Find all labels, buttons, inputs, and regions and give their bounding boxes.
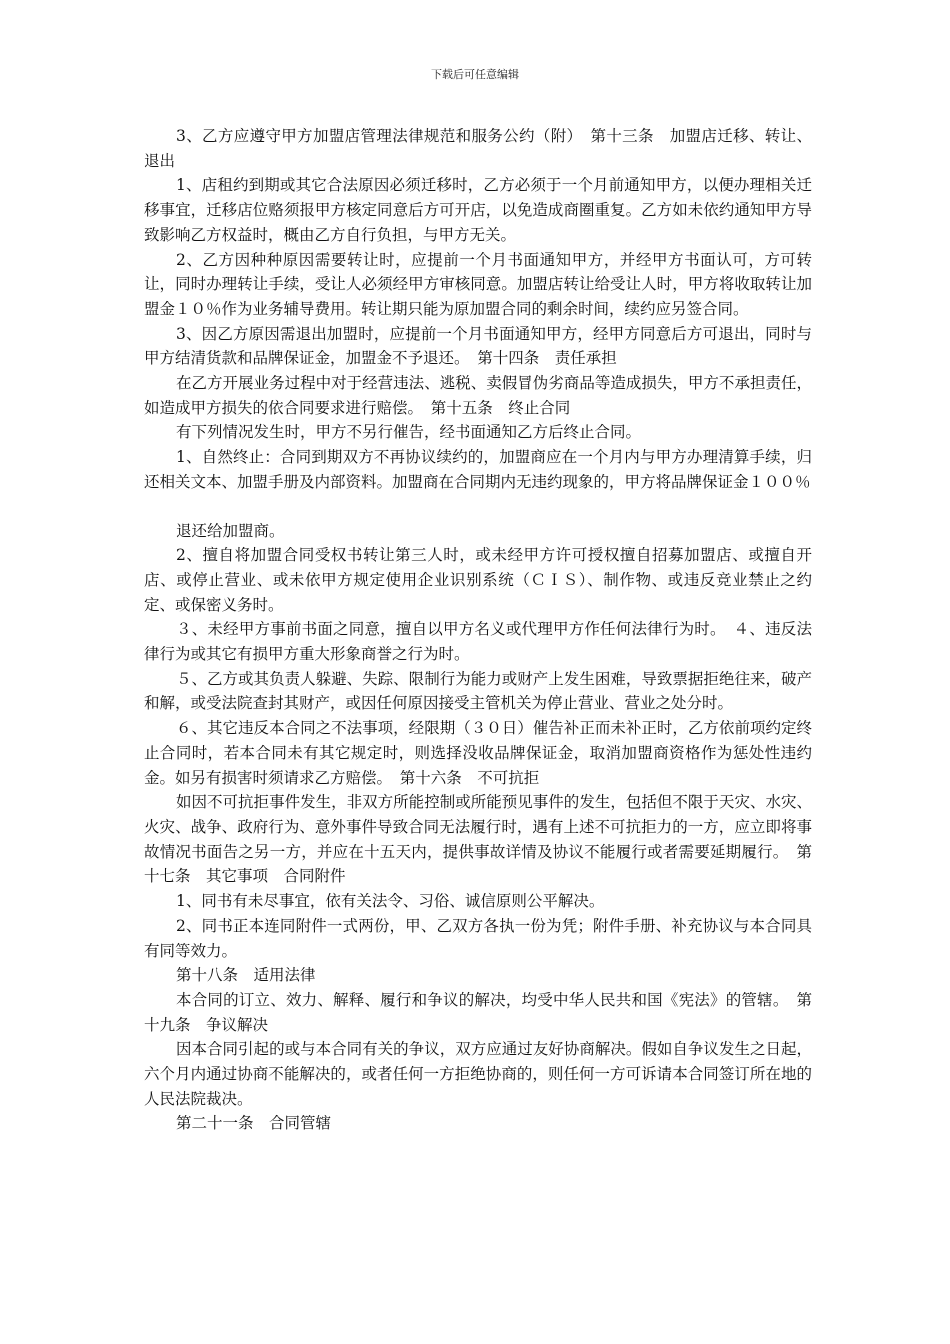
section-heading: 第二十一条 合同管辖	[176, 1114, 332, 1133]
document-body	[144, 124, 812, 1136]
paragraph: 1、店租约到期或其它合法原因必须迁移时，乙方必须于一个月前通知甲方，以便办理相关迁移事宜，迁移店位赂须报甲方核定同意后方可开店，以免造成商圈重复。乙方如未依约通知甲方导致影响乙方权益时，概由乙方自行负担，与甲方无关。	[144, 176, 812, 244]
paragraph: 因本合同引起的或与本合同有关的争议，双方应通过友好协商解决。假如自争议发生之日起，六个月内通过协商不能解决的，或者任何一方拒绝协商的，则任何一方可诉请本合同签订所在地的人民法院裁决。	[144, 1040, 812, 1108]
paragraph: 3、因乙方原因需退出加盟时，应提前一个月书面通知甲方，经甲方同意后方可退出，同时与甲方结清货款和品牌保证金，加盟金不予退还。 第十四条 责任承担	[144, 324, 812, 368]
paragraph: 在乙方开展业务过程中对于经营违法、逃税、卖假冒伪劣商品等造成损失，甲方不承担责任，如造成甲方损失的依合同要求进行赔偿。 第十五条 终止合同	[144, 374, 812, 417]
paragraph: 本合同的订立、效力、解释、履行和争议的解决，均受中华人民共和国《宪法》的管辖。 第十九条 争议解决	[144, 990, 812, 1034]
section-heading: 第十八条 适用法律	[176, 966, 316, 985]
paragraph: 如因不可抗拒事件发生，非双方所能控制或所能预见事件的发生，包括但不限于天灾、水灾、火灾、战争、政府行为、意外事件导致合同无法履行时，遇有上述不可抗拒力的一方，应立即将事故情况书面告之另一方，并应在十五天内，提供事故详情及协议不能履行或者需要延期履行。 第十七条 其它事项 合同附件	[144, 793, 812, 886]
paragraph: 1、同书有未尽事宜，依有关法令、习俗、诚信原则公平解决。	[176, 892, 605, 911]
paragraph: ５、乙方或其负责人躲避、失踪、限制行为能力或财产上发生困难，导致票据拒绝往来，破产和解，或受法院查封其财产，或因任何原因接受主管机关为停止营业、营业之处分时。	[144, 669, 812, 713]
paragraph: ６、其它违反本合同之不法事项，经限期（３０日）催告补正而未补正时，乙方依前项约定终止合同时，若本合同未有其它规定时，则选择没收品牌保证金，取消加盟商资格作为惩处性违约金。如另有损害时须请求乙方赔偿。 第十六条 不可抗拒	[144, 719, 812, 787]
paragraph: 2、同书正本连同附件一式两份，甲、乙双方各执一份为凭；附件手册、补充协议与本合同具有同等效力。	[144, 916, 812, 960]
paragraph: 2、乙方因种种原因需要转让时，应提前一个月书面通知甲方，并经甲方书面认可，方可转让，同时办理转让手续，受让人必须经甲方审核同意。加盟店转让给受让人时，甲方将收取转让加盟金１０％作为业务辅导费用。转让期只能为原加盟合同的剩余时间，续约应另签合同。	[144, 250, 812, 318]
page-header: 下载后可任意编辑	[431, 68, 519, 81]
paragraph: 2、擅自将加盟合同受权书转让第三人时，或未经甲方许可授权擅自招募加盟店、或擅自开店、或停止营业、或未依甲方规定使用企业识别系统（ＣＩＳ）、制作物、或违反竞业禁止之约定、或保密义务时。	[144, 546, 812, 614]
paragraph: ３、未经甲方事前书面之同意，擅自以甲方名义或代理甲方作任何法律行为时。 ４、违反法律行为或其它有损甲方重大形象商誉之行为时。	[144, 620, 812, 664]
paragraph: 3、乙方应遵守甲方加盟店管理法律规范和服务公约（附） 第十三条 加盟店迁移、转让、退出	[144, 127, 812, 170]
paragraph: 1、自然终止：合同到期双方不再协议续约的，加盟商应在一个月内与甲方办理清算手续，归还相关文本、加盟手册及内部资料。加盟商在合同期内无违约现象的，甲方将品牌保证金１００％	[144, 448, 812, 491]
paragraph: 有下列情况发生时，甲方不另行催告，经书面通知乙方后终止合同。	[176, 423, 642, 442]
paragraph: 退还给加盟商。	[176, 521, 285, 540]
